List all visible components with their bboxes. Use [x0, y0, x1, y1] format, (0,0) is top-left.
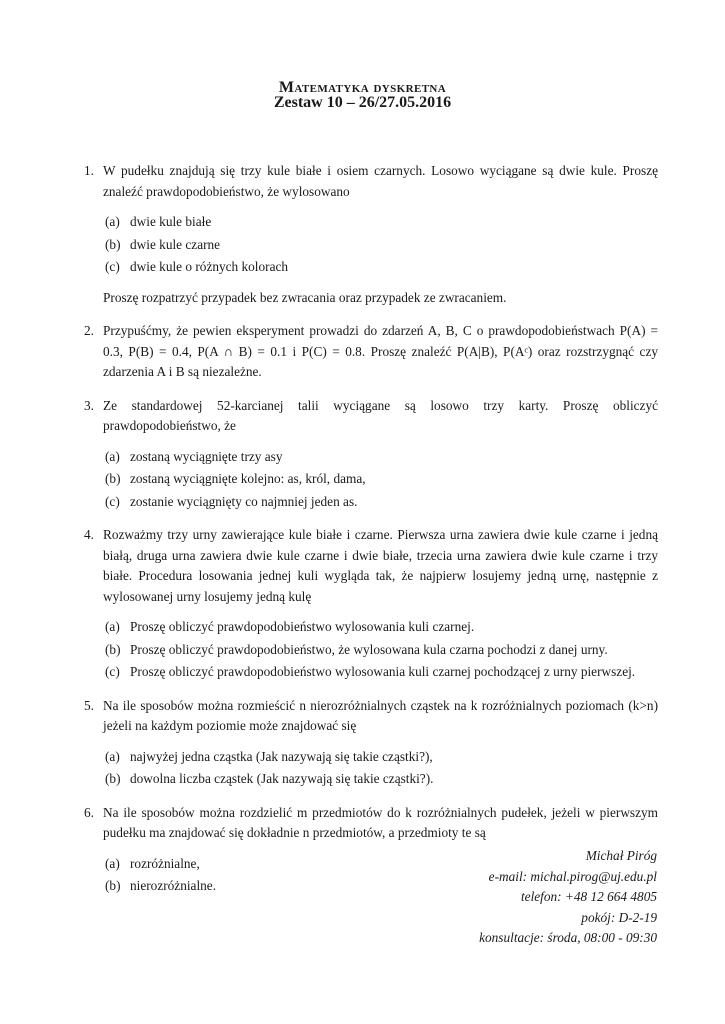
problem-text: Na ile sposobów można rozmieścić n nierozróżnialnych cząstek na k rozróżnialnych poziomach (k>n) jeżeli na każdym poziomie może znajdować się	[103, 697, 658, 733]
subitem: (b) dowolna liczba cząstek (Jak nazywają się takie cząstki?).	[105, 771, 434, 786]
subitem: (c) zostanie wyciągnięty co najmniej jeden as.	[105, 493, 358, 509]
author-room: pokój: D-2-19	[581, 909, 657, 925]
subitem: (a) dwie kule białe	[105, 214, 212, 229]
subitem: (b) zostaną wyciągnięte kolejno: as, król, dama,	[105, 471, 366, 486]
course-title: Matematyka dyskretna	[278, 79, 447, 96]
problem-5	[80, 696, 658, 790]
contact-block	[479, 846, 657, 949]
problem-number: 3.	[84, 397, 94, 413]
problem-note: Proszę rozpatrzyć przypadek bez zwracania oraz przypadek ze zwracaniem.	[103, 289, 507, 305]
problem-4	[80, 525, 658, 683]
office-hours: konsultacje: środa, 08:00 - 09:30	[479, 930, 657, 945]
problem-text: Przypuśćmy, że pewien eksperyment prowadzi do zdarzeń A, B, C o prawdopodobieństwach P(A) = 0.3, P(B) = 0.4, P(A ∩ B) = 0.1 i P(C) = 0.8. Proszę znaleźć P(A|B), P(Aᶜ) oraz rozstrzygnąć czy zdarzenia A i B są niezależne.	[103, 323, 658, 379]
problem-text: Rozważmy trzy urny zawierające kule białe i czarne. Pierwsza urna zawiera dwie kule czarne i jedną białą, druga urna zawiera dwie kule czarne i dwie białe, trzecia urna zawiera dwie kule czarne i trzy białe. Procedura losowania jednej kuli wygląda tak, że najpierw losujemy jedną urnę, następnie z wylosowanej urny losujemy jedną kulę	[103, 527, 658, 604]
subitem-list	[103, 212, 658, 278]
problem-number: 1.	[84, 163, 94, 178]
subitem: (a) zostaną wyciągnięte trzy asy	[105, 448, 283, 464]
author-name: Michał Piróg	[585, 848, 657, 863]
subitem: (b) nierozróżnialne.	[105, 878, 217, 893]
problem-2	[80, 321, 658, 383]
problem-number: 5.	[84, 697, 94, 713]
subitem: (c) Proszę obliczyć prawdopodobieństwo wylosowania kuli czarnej pochodzącej z urny pierwszej.	[105, 664, 636, 679]
author-phone: telefon: +48 12 664 4805	[520, 889, 657, 904]
subitem-list	[103, 617, 658, 683]
subitem: (b) dwie kule czarne	[105, 236, 221, 252]
subitem-list	[103, 747, 658, 790]
subitem: (a) rozróżnialne,	[105, 855, 200, 871]
subitem: (a) Proszę obliczyć prawdopodobieństwo wylosowania kuli czarnej.	[105, 619, 475, 634]
set-title: Zestaw 10 – 26/27.05.2016	[273, 94, 452, 111]
problem-text: Na ile sposobów można rozdzielić m przedmiotów do k rozróżnialnych pudełek, jeżeli w pierwszym pudełku ma znajdować się dokładnie n przedmiotów, a przedmioty te są	[103, 804, 658, 840]
problem-text: W pudełku znajdują się trzy kule białe i osiem czarnych. Losowo wyciągane są dwie kule. Proszę znaleźć prawdopodobieństwo, że wylosowano	[103, 163, 658, 199]
subitem: (a) najwyżej jedna cząstka (Jak nazywają się takie cząstki?),	[105, 748, 433, 764]
problem-number: 2.	[84, 323, 94, 338]
problem-1	[80, 161, 658, 308]
subitem: (c) dwie kule o różnych kolorach	[105, 259, 289, 274]
author-email[interactable]: e-mail: michal.pirog@uj.edu.pl	[488, 868, 657, 884]
problem-number: 6.	[84, 804, 94, 820]
subitem: (b) Proszę obliczyć prawdopodobieństwo, że wylosowana kula czarna pochodzi z danej urny.	[105, 641, 608, 657]
problem-list	[80, 161, 658, 910]
subitem-list	[103, 447, 658, 513]
problem-text: Ze standardowej 52-karcianej talii wyciągane są losowo trzy karty. Proszę obliczyć prawdopodobieństwo, że	[103, 397, 658, 433]
problem-number: 4.	[84, 527, 94, 542]
problem-3	[80, 396, 658, 513]
